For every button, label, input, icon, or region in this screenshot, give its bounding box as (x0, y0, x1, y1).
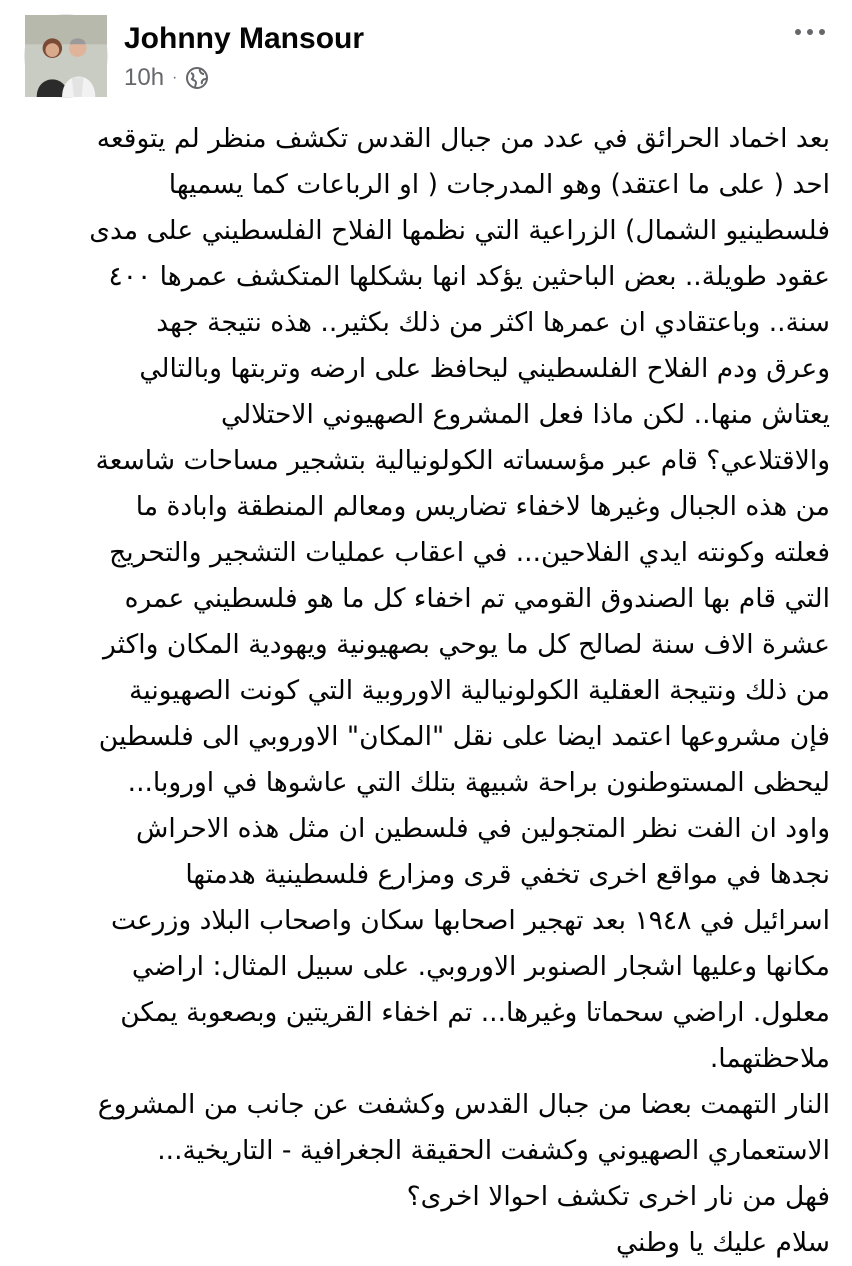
author-name[interactable]: Johnny Mansour (124, 22, 365, 55)
post-text-line: يعتاش منها.. لكن ماذا فعل المشروع الصهيوني الاحتلالي (221, 399, 830, 430)
post-text-line: عقود طويلة.. بعض الباحثين يؤكد انها بشكلها المتكشف عمرها ٤٠٠ (108, 261, 830, 292)
more-dot (807, 29, 813, 35)
post-text-line: عشرة الاف سنة لصالح كل ما يوحي بصهيونية ويهودية المكان واكثر (103, 629, 830, 660)
post-text-line: التي قام بها الصندوق القومي تم اخفاء كل ما هو فلسطيني عمره (124, 583, 830, 614)
post-text-line: وعرق ودم الفلاح الفلسطيني ليحافظ على ارضه وتربتها وبالتالي (139, 353, 830, 384)
post-text-line: فلسطينيو الشمال) الزراعية التي نظمها الفلاح الفلسطيني على مدى (89, 215, 830, 246)
post-text-line: فإن مشروعها اعتمد ايضا على نقل "المكان" الاوروبي الى فلسطين (98, 721, 830, 752)
post-text-line: من هذه الجبال وغيرها لاخفاء تضاريس ومعالم المنطقة وابادة ما (135, 491, 830, 522)
post-text-line: اسرائيل في ١٩٤٨ بعد تهجير اصحابها سكان واصحاب البلاد وزرعت (110, 905, 830, 936)
post-text-line: الاستعماري الصهيوني وكشفت الحقيقة الجغرافية - التاريخية... (157, 1135, 830, 1166)
post-text-line: مكانها وعليها اشجار الصنوبر الاوروبي. على سبيل المثال: اراضي (131, 951, 830, 982)
post-text-line: من ذلك ونتيجة العقلية الكولونيالية الاوروبية التي كونت الصهيونية (129, 675, 830, 706)
post-time[interactable]: 10h (124, 64, 165, 91)
post-text-line: معلول. اراضي سحماتا وغيرها... تم اخفاء القريتين وبصعوبة يمكن (120, 997, 830, 1028)
more-dot (795, 29, 801, 35)
post-text-line: والاقتلاعي؟ قام عبر مؤسساته الكولونيالية بتشجير مساحات شاسعة (95, 445, 830, 476)
post-text-line: بعد اخماد الحرائق في عدد من جبال القدس تكشف منظر لم يتوقعه (96, 123, 830, 154)
post-text-line: نجدها في مواقع اخرى تخفي قرى ومزارع فلسطينية هدمتها (185, 859, 830, 890)
avatar[interactable] (24, 14, 108, 98)
globe-icon[interactable] (185, 66, 209, 90)
more-dot (819, 29, 825, 35)
more-options-icon[interactable] (790, 20, 830, 44)
meta-separator: · (172, 69, 178, 86)
post-text-line: سلام عليك يا وطني (615, 1227, 830, 1258)
post-body (26, 116, 830, 1266)
post-meta (124, 64, 209, 92)
post-text-line: احد ( على ما اعتقد) وهو المدرجات ( او الرباعات كما يسميها (168, 169, 830, 200)
post-text-line: واود ان الفت نظر المتجولين في فلسطين ان مثل هذه الاحراش (136, 813, 830, 844)
post-text-line: ليحظى المستوطنون براحة شبيهة بتلك التي عاشوها في اوروبا... (127, 767, 830, 798)
post-text-line: فهل من نار اخرى تكشف احوالا اخرى؟ (406, 1181, 830, 1212)
post-text-line: ملاحظتهما. (709, 1043, 830, 1074)
post-text-line: فعلته وكونته ايدي الفلاحين... في اعقاب عمليات التشجير والتحريج (109, 537, 830, 568)
post-text-line: النار التهمت بعضا من جبال القدس وكشفت عن جانب من المشروع (97, 1089, 830, 1120)
post-text-line: سنة.. وباعتقادي ان عمرها اكثر من ذلك بكثير.. هذه نتيجة جهد (156, 307, 830, 338)
profile-photo-avatar (25, 15, 107, 97)
